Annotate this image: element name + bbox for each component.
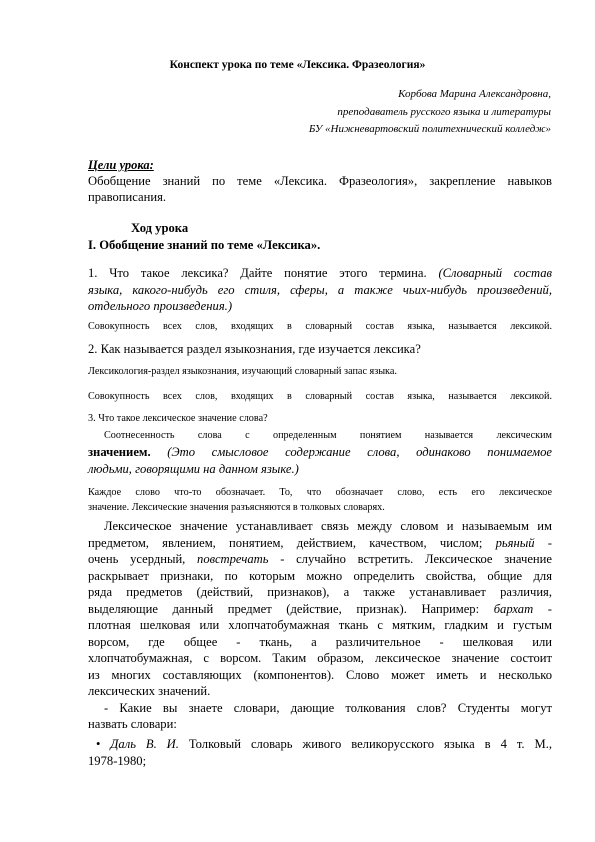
question-3: 3. Что такое лексическое значение слова? xyxy=(88,413,268,424)
dictionary-item-dal xyxy=(96,737,552,752)
definition-term: значением. xyxy=(88,445,151,459)
example-word-ryany: рьяный xyxy=(495,536,535,550)
section-1-heading: I. Обобщение знаний по теме «Лексика». xyxy=(88,238,321,252)
paragraph-dash: - xyxy=(547,602,552,616)
author-name: Корбова Марина Александровна, xyxy=(398,88,551,100)
paragraph-line-1: Лексическое значение устанавливает связь между словом и называемым им xyxy=(104,519,552,533)
paragraph-text: очень усердный, xyxy=(88,552,186,566)
answer-2-line-1: Лексикология-раздел языкознания, изучающий словарный запас языка. xyxy=(88,366,397,377)
lesson-heading: Ход урока xyxy=(131,221,189,235)
goals-heading: Цели урока: xyxy=(88,158,154,172)
dictionaries-question-line-2: назвать словари: xyxy=(88,717,177,731)
author-institution: БУ «Нижневартовский политехнический колледж» xyxy=(308,123,551,135)
bullet-icon: • xyxy=(96,737,101,751)
paragraph-line-7: плотная шелковая или хлопчатобумажная ткань с мятким, гладким и густым xyxy=(88,618,552,632)
question-2: 2. Как называется раздел языкознания, где изучается лексика? xyxy=(88,342,421,356)
paragraph-line-6 xyxy=(88,602,552,617)
definition-line-1: Соотнесенность слова с определенным понятием называется лексическим xyxy=(104,430,552,441)
answer-2-line-2: Совокупность всех слов, входящих в словарный состав языка, называется лексикой. xyxy=(88,391,552,402)
definition-line-2 xyxy=(88,445,552,460)
note-line-1: Каждое слово что-то обозначает. То, что обозначает слово, есть его лексическое xyxy=(88,487,552,498)
definition-explanation: (Это смысловое содержание слова, одинаково понимаемое xyxy=(167,445,552,459)
paragraph-line-5: ряда предметов (действий, признаков), а также устанавливает различия, xyxy=(88,585,552,599)
goals-line-1: Обобщение знаний по теме «Лексика. Фразеология», закрепление навыков xyxy=(88,174,552,188)
question-1-line-1 xyxy=(88,266,552,281)
dictionaries-question-line-1: - Какие вы знаете словари, дающие толкования слов? Студенты могут xyxy=(104,701,552,715)
question-1-line-2 xyxy=(88,283,552,298)
dictionary-title: Толковый словарь живого великорусского языка в 4 т. М., xyxy=(188,737,552,751)
goals-line-2: правописания. xyxy=(88,190,167,204)
paragraph-line-8: ворсом, где общее - ткань, а различительное - шелковая или xyxy=(88,635,552,649)
paragraph-line-10: из многих составляющих (компонентов). Слово может иметь и несколько xyxy=(88,668,552,682)
question-1-text: 1. Что такое лексика? Дайте понятие этого термина. xyxy=(88,266,427,280)
paragraph-line-4: раскрывает признаки, по которым можно определить свойства, общие для xyxy=(88,569,552,583)
document-title: Конспект урока по теме «Лексика. Фразеология» xyxy=(169,59,426,71)
paragraph-text: предметом, явлением, понятием, действием, качеством, числом; xyxy=(88,536,483,550)
note-line-2: значение. Лексические значения разъясняются в толковых словарях. xyxy=(88,502,385,513)
example-word-barkhat: бархат xyxy=(493,602,534,616)
definition-explanation-end: людьми, говорящими на данном языке.) xyxy=(88,462,299,476)
question-1-answer-end: отдельного произведения.) xyxy=(88,299,233,313)
question-1-answer-start: (Словарный состав xyxy=(438,266,552,280)
paragraph-line-9: хлопчатобумажная, с ворсом. Таким образом, лексическое значение состоит xyxy=(88,651,552,665)
paragraph-line-11: лексических значений. xyxy=(88,684,211,698)
answer-1: Совокупность всех слов, входящих в словарный состав языка, называется лексикой. xyxy=(88,321,552,332)
definition-line-3 xyxy=(88,462,552,477)
paragraph-dash: - xyxy=(547,536,552,550)
paragraph-line-3 xyxy=(88,552,552,567)
example-word-povstrechat: повстречать xyxy=(197,552,269,566)
paragraph-line-2 xyxy=(88,536,552,551)
author-position: преподаватель русского языка и литературы xyxy=(337,106,551,118)
question-1-line-3 xyxy=(88,299,552,314)
question-1-answer-cont: языка, какого-нибудь его стиля, сферы, а также чьих-нибудь произведений, xyxy=(88,283,552,297)
dictionary-item-dal-years: 1978-1980; xyxy=(88,754,147,768)
paragraph-text: выделяющие данный предмет (действие, признак). Например: xyxy=(88,602,480,616)
dictionary-author: Даль В. И. xyxy=(110,737,179,751)
paragraph-text: - случайно встретить. Лексическое значение xyxy=(280,552,552,566)
